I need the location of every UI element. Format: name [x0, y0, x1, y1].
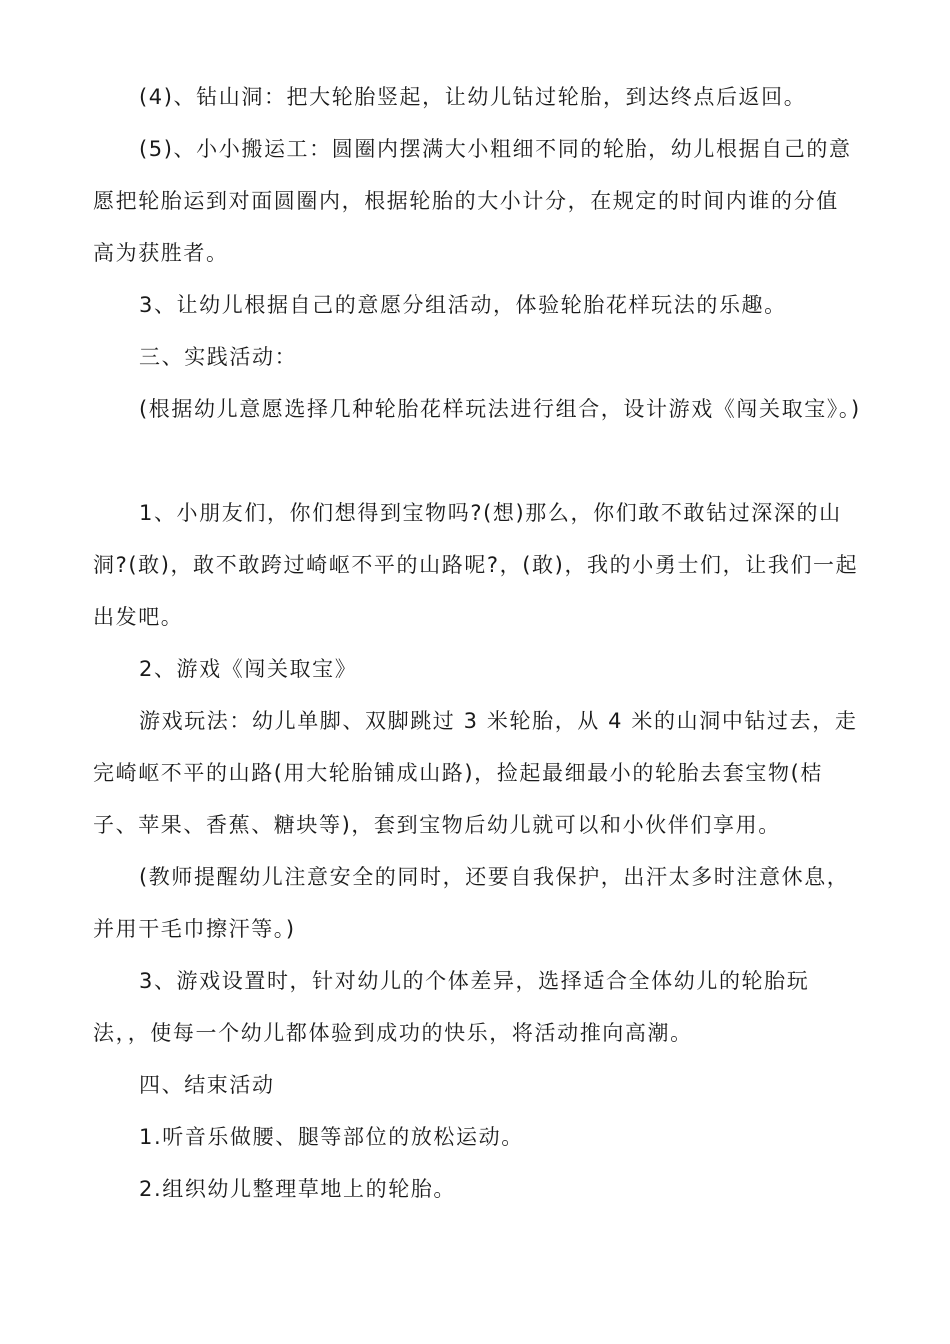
paragraph-little-porter: (5)、小小搬运工：圆圈内摆满大小粗细不同的轮胎，幼儿根据自己的意愿把轮胎运到对面圆圈内，根据轮胎的大小计分，在规定的时间内谁的分值高为获胜者。 [93, 137, 852, 265]
paragraph-step-3: 3、游戏设置时，针对幼儿的个体差异，选择适合全体幼儿的轮胎玩法，，使每一个幼儿都体验到成功的快乐，将活动推向高潮。 [93, 969, 810, 1045]
heading-practice-activity: 三、实践活动： [139, 345, 298, 369]
paragraph-step-2-title: 2、游戏《闯关取宝》 [139, 657, 358, 681]
paragraph-practice-note: (根据幼儿意愿选择几种轮胎花样玩法进行组合，设计游戏《闯关取宝》。) [139, 397, 861, 421]
paragraph-step-1: 1、小朋友们，你们想得到宝物吗?(想)那么，你们敢不敢钻过深深的山洞?(敢)，敢不敢跨过崎岖不平的山路呢?，(敢)，我的小勇士们，让我们一起出发吧。 [93, 501, 859, 629]
paragraph-game-rules: 游戏玩法：幼儿单脚、双脚跳过 3 米轮胎，从 4 米的山洞中钻过去，走完崎岖不平的山路(用大轮胎铺成山路)，捡起最细最小的轮胎去套宝物(桔子、苹果、香蕉、糖块等)，套到宝物后幼儿就可以和小伙伴们享用。 [93, 709, 858, 837]
paragraph-closing-2: 2.组织幼儿整理草地上的轮胎。 [139, 1177, 457, 1201]
heading-closing-activity: 四、结束活动 [139, 1073, 275, 1097]
paragraph-group-activity: 3、让幼儿根据自己的意愿分组活动，体验轮胎花样玩法的乐趣。 [139, 293, 787, 317]
paragraph-closing-1: 1.听音乐做腰、腿等部位的放松运动。 [139, 1125, 524, 1149]
paragraph-safety-note: (教师提醒幼儿注意安全的同时，还要自我保护，出汗太多时注意休息，并用干毛巾擦汗等。) [93, 865, 850, 941]
paragraph-drill-cave: (4)、钻山洞：把大轮胎竖起，让幼儿钻过轮胎，到达终点后返回。 [139, 85, 807, 109]
